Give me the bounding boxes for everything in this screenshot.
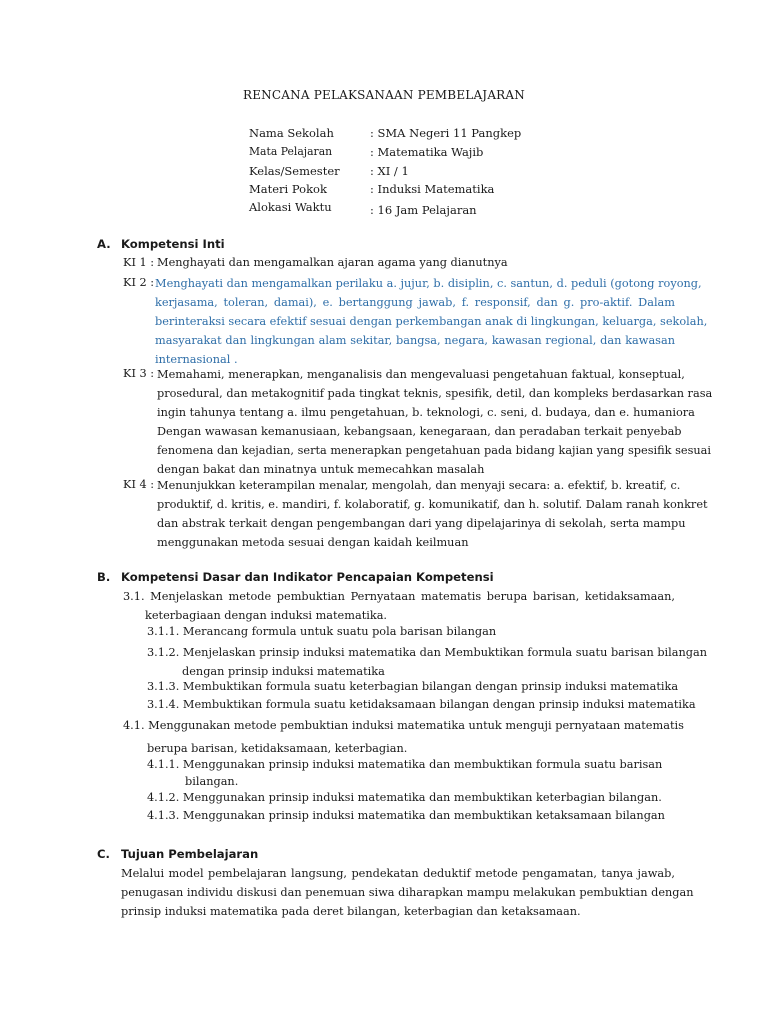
identity-label-school: Nama Sekolah xyxy=(249,126,334,140)
indicator-4-1-2: 4.1.2. Menggunakan prinsip induksi matematika dan membuktikan keterbagian bilangan. xyxy=(147,791,662,804)
ki1-tag: KI 1 : xyxy=(123,256,155,269)
kd-4-1 xyxy=(123,716,684,758)
ki2-tag: KI 2 : xyxy=(123,276,155,289)
section-b-heading: Kompetensi Dasar dan Indikator Pencapaian Kompetensi xyxy=(121,570,494,584)
identity-value-class: : XI / 1 xyxy=(370,164,409,178)
section-c-body xyxy=(121,864,694,921)
section-c-heading: Tujuan Pembelajaran xyxy=(121,847,259,861)
identity-label-time: Alokasi Waktu xyxy=(249,200,332,214)
identity-label-topic: Materi Pokok xyxy=(249,182,327,196)
section-c-letter: C. xyxy=(97,847,110,861)
indicator-3-1-2-line: 3.1.2. Menjelaskan prinsip induksi matematika dan Membuktikan formula suatu barisan bilangan xyxy=(147,646,708,659)
kd-3-1-line: 3.1. Menjelaskan metode pembuktian Pernyataan matematis berupa barisan, ketidaksamaan, xyxy=(123,590,675,603)
indicator-3-1-2-line: dengan prinsip induksi matematika xyxy=(182,665,385,678)
ki4-line: menggunakan metoda sesuai dengan kaidah keilmuan xyxy=(157,536,469,549)
ki2-line: masyarakat dan lingkungan alam sekitar, bangsa, negara, kawasan regional, dan kawasan xyxy=(155,334,675,347)
indicator-3-1-1: 3.1.1. Merancang formula untuk suatu pola barisan bilangan xyxy=(147,625,497,638)
indicator-3-1-2 xyxy=(147,643,708,681)
ki4-line: dan abstrak terkait dengan pengembangan dari yang dipelajarinya di sekolah, serta mampu xyxy=(157,517,686,530)
kd-4-1-line: 4.1. Menggunakan metode pembuktian induksi matematika untuk menguji pernyataan matematis xyxy=(123,719,684,732)
ki1-text: Menghayati dan mengamalkan ajaran agama yang dianutnya xyxy=(157,256,508,269)
ki4-line: produktif, d. kritis, e. mandiri, f. kolaboratif, g. komunikatif, dan h. solutif. Dalam ranah konkret xyxy=(157,498,708,511)
ki2-line: internasional . xyxy=(155,353,238,366)
ki3-line: fenomena dan kejadian, serta menerapkan pengetahuan pada bidang kajian yang spesifik sesuai xyxy=(157,444,711,457)
ki2-text xyxy=(155,274,708,369)
ki3-line: prosedural, dan metakognitif pada tingkat teknis, spesifik, detil, dan kompleks berdasarkan rasa xyxy=(157,387,713,400)
kd-3-1-line: keterbagiaan dengan induksi matematika. xyxy=(145,609,388,622)
ki3-line: ingin tahunya tentang a. ilmu pengetahuan, b. teknologi, c. seni, d. budaya, dan e. humaniora xyxy=(157,406,695,419)
ki2-line: kerjasama, toleran, damai), e. bertanggung jawab, f. responsif, dan g. pro-aktif. Dalam xyxy=(155,296,675,309)
identity-value-time: : 16 Jam Pelajaran xyxy=(370,203,477,217)
identity-value-subject: : Matematika Wajib xyxy=(370,145,484,159)
ki4-text xyxy=(157,476,708,552)
ki2-line: Menghayati dan mengamalkan perilaku a. jujur, b. disiplin, c. santun, d. peduli (gotong royong, xyxy=(155,277,702,290)
identity-label-subject: Mata Pelajaran xyxy=(249,145,333,158)
identity-value-school: : SMA Negeri 11 Pangkep xyxy=(370,126,522,140)
ki4-line: Menunjukkan keterampilan menalar, mengolah, dan menyaji secara: a. efektif, b. kreatif, c. xyxy=(157,479,681,492)
identity-value-topic: : Induksi Matematika xyxy=(370,182,495,196)
document-title: RENCANA PELAKSANAAN PEMBELAJARAN xyxy=(242,88,525,102)
indicator-4-1-1 xyxy=(147,755,663,791)
ki3-line: Memahami, menerapkan, menganalisis dan mengevaluasi pengetahuan faktual, konseptual, xyxy=(157,368,685,381)
section-c-line: penugasan individu diskusi dan penemuan siwa diharapkan mampu melakukan pembuktian dengan xyxy=(121,886,694,899)
section-a-letter: A. xyxy=(97,237,111,251)
ki2-line: berinteraksi secara efektif sesuai dengan perkembangan anak di lingkungan, keluarga, sekolah, xyxy=(155,315,708,328)
identity-label-class: Kelas/Semester xyxy=(249,164,340,178)
section-a-heading: Kompetensi Inti xyxy=(121,237,225,251)
indicator-3-1-3: 3.1.3. Membuktikan formula suatu keterbagian bilangan dengan prinsip induksi matematika xyxy=(147,680,679,693)
indicator-3-1-4: 3.1.4. Membuktikan formula suatu ketidaksamaan bilangan dengan prinsip induksi matematika xyxy=(147,698,696,711)
ki3-tag: KI 3 : xyxy=(123,367,155,380)
indicator-4-1-1-line: 4.1.1. Menggunakan prinsip induksi matematika dan membuktikan formula suatu barisan xyxy=(147,758,663,771)
section-b-letter: B. xyxy=(97,570,111,584)
section-c-line: Melalui model pembelajaran langsung, pendekatan deduktif metode pengamatan, tanya jawab, xyxy=(121,867,675,880)
indicator-4-1-3: 4.1.3. Menggunakan prinsip induksi matematika dan membuktikan ketaksamaan bilangan xyxy=(147,809,665,822)
indicator-4-1-1-line: bilangan. xyxy=(185,775,239,788)
ki3-line: Dengan wawasan kemanusiaan, kebangsaan, kenegaraan, dan peradaban terkait penyebab xyxy=(157,425,682,438)
ki3-text xyxy=(157,365,713,479)
ki3-line: dengan bakat dan minatnya untuk memecahkan masalah xyxy=(157,463,485,476)
ki4-tag: KI 4 : xyxy=(123,478,155,491)
section-c-line: prinsip induksi matematika pada deret bilangan, keterbagian dan ketaksamaan. xyxy=(121,905,581,918)
kd-4-1-line: berupa barisan, ketidaksamaan, keterbagian. xyxy=(147,742,408,755)
kd-3-1 xyxy=(123,587,675,625)
